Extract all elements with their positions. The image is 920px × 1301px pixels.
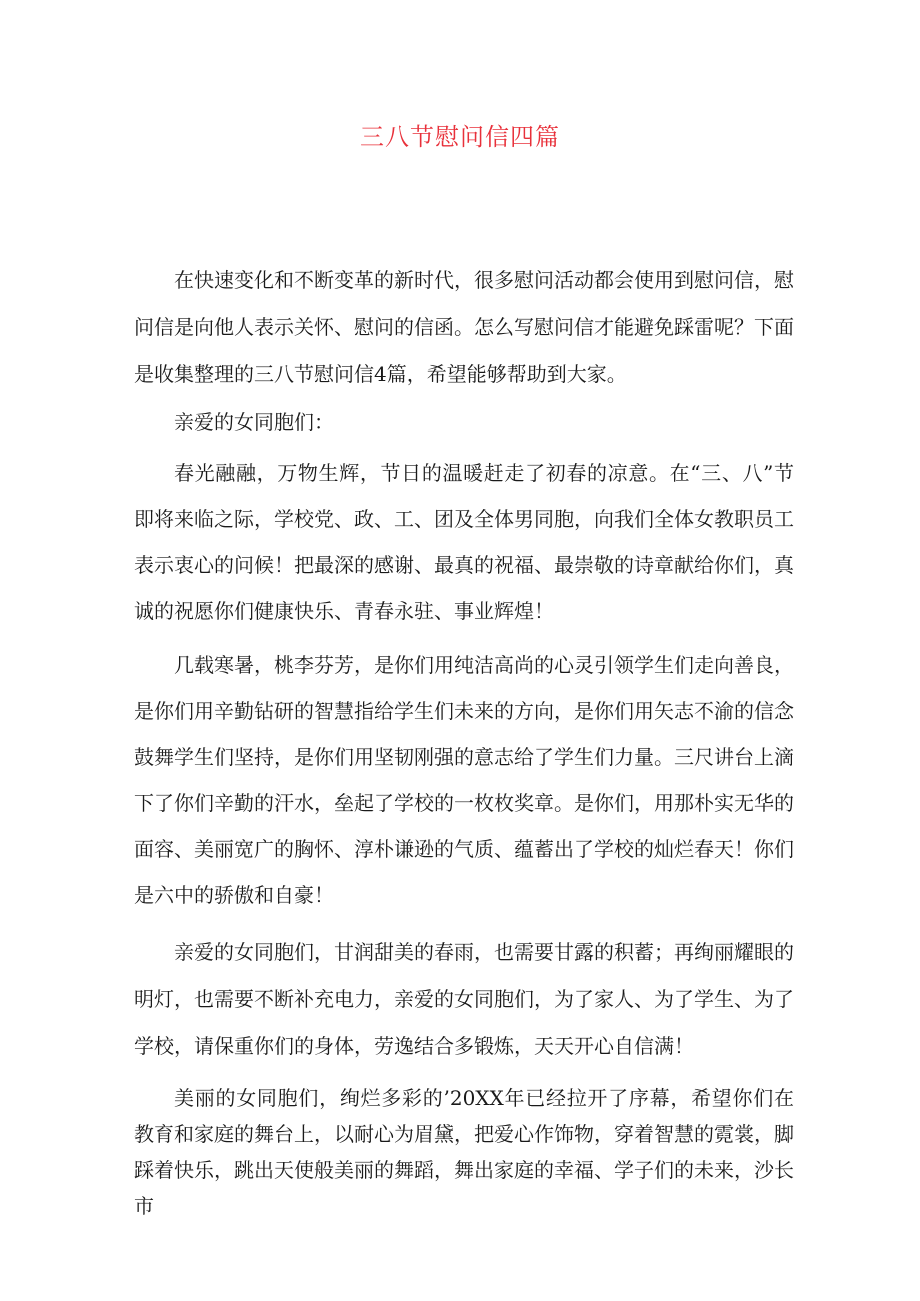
body-paragraph-2: 几载寒暑，桃李芬芳，是你们用纯洁高尚的心灵引领学生们走向善良，是你们用辛勤钻研的智慧指给学生们未来的方向，是你们用矢志不渝的信念鼓舞学生们坚持，是你们用坚韧刚强的意志给了学生们力量。三尺讲台上滴下了你们辛勤的汗水，垒起了学校的一枚枚奖章。是你们，用那朴实无华的面容、美丽宽广的胸怀、淳朴谦逊的气质、蕴蓄出了学校的灿烂春天！你们是六中的骄傲和自豪！ (134, 653, 794, 907)
body-paragraph-1: 春光融融，万物生辉，节日的温暖赶走了初春的凉意。在“三、八”节即将来临之际，学校党、政、工、团及全体男同胞，向我们全体女教职员工表示衷心的问候！把最深的感谢、最真的祝福、最崇敬的诗章献给你们，真诚的祝愿你们健康快乐、青春永驻、事业辉煌！ (134, 461, 794, 623)
salutation: 亲爱的女同胞们： (174, 410, 334, 434)
body-paragraph-4: 美丽的女同胞们，绚烂多彩的’20XX年已经拉开了序幕，希望你们在教育和家庭的舞台上，以耐心为眉黛，把爱心作饰物，穿着智慧的霓裳，脚踩着快乐，跳出天使般美丽的舞蹈，舞出家庭的幸福、学子们的未来，沙长市 (134, 1086, 794, 1218)
intro-paragraph: 在快速变化和不断变革的新时代，很多慰问活动都会使用到慰问信，慰问信是向他人表示关怀、慰问的信函。怎么写慰问信才能避免踩雷呢？下面是收集整理的三八节慰问信4篇，希望能够帮助到大家。 (134, 268, 794, 386)
body-paragraph-3: 亲爱的女同胞们，甘润甜美的春雨，也需要甘露的积蓄；再绚丽耀眼的明灯，也需要不断补充电力，亲爱的女同胞们，为了家人、为了学生、为了学校，请保重你们的身体，劳逸结合多锻炼，天天开心自信满！ (134, 940, 794, 1058)
document-title: 三八节慰问信四篇 (360, 123, 560, 151)
